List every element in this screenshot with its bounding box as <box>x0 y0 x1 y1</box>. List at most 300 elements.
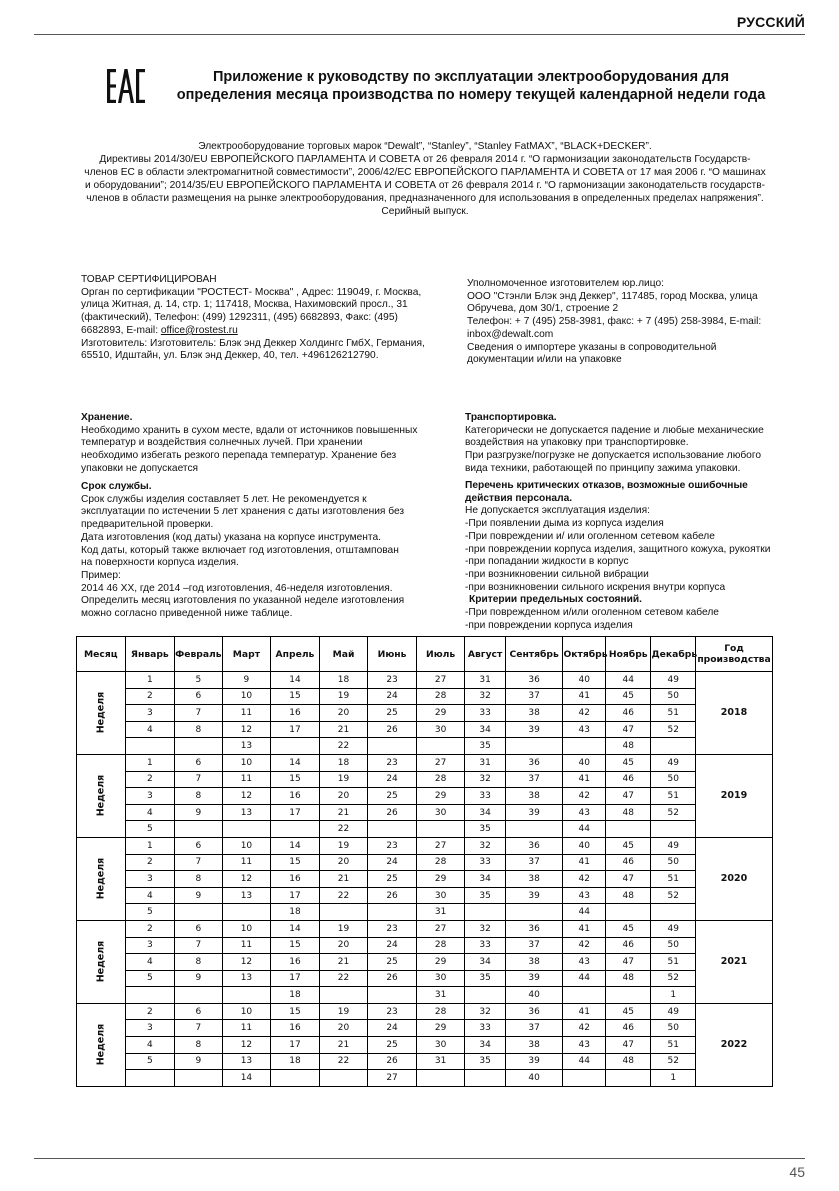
week-cell: 36 <box>505 920 563 937</box>
week-cell: 34 <box>465 871 505 888</box>
table-row <box>77 920 773 937</box>
week-cell: 6 <box>175 754 223 771</box>
week-cell: 9 <box>175 887 223 904</box>
week-cell <box>465 904 505 921</box>
header-month-name: Февраль <box>175 637 223 672</box>
week-cell: 36 <box>505 1003 563 1020</box>
week-cell <box>505 821 563 838</box>
week-cell: 24 <box>368 937 417 954</box>
table-row <box>77 672 773 689</box>
week-cell: 39 <box>505 804 563 821</box>
week-cell: 47 <box>605 954 651 971</box>
week-cell <box>605 904 651 921</box>
week-cell: 37 <box>505 688 563 705</box>
table-row <box>77 854 773 871</box>
week-cell <box>319 904 368 921</box>
week-cell: 7 <box>175 1020 223 1037</box>
storage-section: Хранение. Необходимо хранить в сухом месте, вдали от источников повышенных температур и воздействия солнечных лучей. При хранении необходимо избегать резкого перепада температур. Хранение без упаковки не допускается <box>81 412 418 474</box>
week-cell: 35 <box>465 887 505 904</box>
week-cell: 8 <box>175 954 223 971</box>
week-cell: 16 <box>271 705 320 722</box>
week-cell: 50 <box>651 1020 696 1037</box>
week-cell: 34 <box>465 1037 505 1054</box>
week-cell: 30 <box>416 804 465 821</box>
week-cell: 35 <box>465 738 505 755</box>
week-cell: 49 <box>651 920 696 937</box>
week-cell <box>368 738 417 755</box>
week-cell: 32 <box>465 771 505 788</box>
header-month-name: Июнь <box>368 637 417 672</box>
header-month-name: Октябрь <box>563 637 605 672</box>
week-cell: 12 <box>222 954 271 971</box>
week-cell: 21 <box>319 1037 368 1054</box>
week-cell: 48 <box>605 738 651 755</box>
week-cell: 13 <box>222 738 271 755</box>
table-row <box>77 1003 773 1020</box>
week-cell: 15 <box>271 937 320 954</box>
week-cell <box>416 1070 465 1087</box>
week-cell: 45 <box>605 688 651 705</box>
week-cell: 25 <box>368 871 417 888</box>
week-cell: 35 <box>465 821 505 838</box>
header-month-name: Январь <box>125 637 175 672</box>
week-cell: 9 <box>175 804 223 821</box>
week-cell: 14 <box>271 672 320 689</box>
week-cell: 30 <box>416 1037 465 1054</box>
week-cell: 11 <box>222 937 271 954</box>
week-cell: 44 <box>563 1053 605 1070</box>
week-cell: 44 <box>605 672 651 689</box>
week-cell: 49 <box>651 672 696 689</box>
week-cell <box>368 987 417 1004</box>
week-cell: 36 <box>505 754 563 771</box>
week-cell: 2 <box>125 920 175 937</box>
week-cell <box>605 987 651 1004</box>
week-cell: 50 <box>651 937 696 954</box>
week-cell: 6 <box>175 920 223 937</box>
week-cell: 26 <box>368 721 417 738</box>
week-cell: 50 <box>651 854 696 871</box>
week-cell: 1 <box>125 837 175 854</box>
week-cell: 28 <box>416 688 465 705</box>
week-cell: 47 <box>605 1037 651 1054</box>
table-row <box>77 954 773 971</box>
week-cell: 39 <box>505 887 563 904</box>
eac-logo-icon <box>106 66 146 106</box>
week-cell: 9 <box>175 970 223 987</box>
week-cell: 11 <box>222 705 271 722</box>
week-cell: 34 <box>465 721 505 738</box>
week-cell <box>563 1070 605 1087</box>
week-cell: 25 <box>368 705 417 722</box>
header-month-name: Сентябрь <box>505 637 563 672</box>
storage-heading: Хранение. <box>81 412 133 423</box>
limit-states-heading: Критерии предельных состояний. <box>469 594 643 606</box>
week-cell <box>222 904 271 921</box>
table-row <box>77 1070 773 1087</box>
week-cell: 13 <box>222 970 271 987</box>
week-cell: 3 <box>125 1020 175 1037</box>
week-cell: 41 <box>563 1003 605 1020</box>
week-cell: 27 <box>416 672 465 689</box>
week-cell: 1 <box>651 987 696 1004</box>
week-cell: 7 <box>175 705 223 722</box>
week-cell: 28 <box>416 854 465 871</box>
week-cell: 43 <box>563 954 605 971</box>
week-cell: 37 <box>505 1020 563 1037</box>
week-cell: 8 <box>175 788 223 805</box>
week-cell: 3 <box>125 788 175 805</box>
service-life-section: Срок службы. Срок службы изделия составляет 5 лет. Не рекомендуется к эксплуатации по истечении 5 лет хранения с даты изготовления без предварительной проверки. Дата изготовления (код даты) указана на корпусе инструмента. Код даты, который также включает год изготовления, отштампован на поверхности корпуса изделия. Пример: 2014 46 XX, где 2014 –год изготовления, 46-неделя изготовления. Определить месяц изготовления по указанной неделе изготовления можно согласно приведенной ниже таблице. <box>81 481 405 620</box>
week-cell: 28 <box>416 937 465 954</box>
week-cell: 9 <box>222 672 271 689</box>
week-cell: 23 <box>368 754 417 771</box>
week-cell: 37 <box>505 854 563 871</box>
week-cell: 52 <box>651 804 696 821</box>
table-row <box>77 887 773 904</box>
page-title: Приложение к руководству по эксплуатации электрооборудования для определения месяца производства по номеру текущей календарной недели года <box>176 69 766 103</box>
week-cell: 29 <box>416 871 465 888</box>
week-cell: 40 <box>563 754 605 771</box>
week-cell: 46 <box>605 771 651 788</box>
week-cell: 25 <box>368 954 417 971</box>
week-cell: 16 <box>271 1020 320 1037</box>
week-cell: 52 <box>651 721 696 738</box>
week-cell: 4 <box>125 887 175 904</box>
table-row <box>77 788 773 805</box>
week-cell: 23 <box>368 920 417 937</box>
header-year: Год производства <box>695 637 772 672</box>
week-cell: 18 <box>271 1053 320 1070</box>
week-cell: 52 <box>651 970 696 987</box>
week-cell <box>505 904 563 921</box>
week-cell: 46 <box>605 937 651 954</box>
week-cell: 26 <box>368 804 417 821</box>
week-cell: 28 <box>416 1003 465 1020</box>
week-cell: 32 <box>465 837 505 854</box>
week-cell <box>175 821 223 838</box>
week-cell: 32 <box>465 920 505 937</box>
week-cell: 31 <box>416 904 465 921</box>
week-cell <box>125 987 175 1004</box>
week-cell: 3 <box>125 937 175 954</box>
header-month-name: Апрель <box>271 637 320 672</box>
week-cell: 33 <box>465 937 505 954</box>
week-cell: 5 <box>125 821 175 838</box>
certification-email-link[interactable]: office@rostest.ru <box>160 324 238 336</box>
week-cell: 31 <box>416 1053 465 1070</box>
header-month-name: Май <box>319 637 368 672</box>
year-cell: 2019 <box>695 754 772 837</box>
week-cell: 29 <box>416 1020 465 1037</box>
week-cell: 33 <box>465 788 505 805</box>
week-cell: 19 <box>319 1003 368 1020</box>
week-cell: 40 <box>505 987 563 1004</box>
table-row <box>77 871 773 888</box>
week-cell: 43 <box>563 804 605 821</box>
week-cell <box>319 987 368 1004</box>
week-cell: 20 <box>319 1020 368 1037</box>
week-cell: 17 <box>271 970 320 987</box>
week-cell <box>271 1070 320 1087</box>
week-cell: 23 <box>368 837 417 854</box>
intro-paragraph: Электрооборудование торговых марок “Dewalt”, “Stanley”, “Stanley FatMAX”, “BLACK+DECKER”. Директивы 2014/30/EU ЕВРОПЕЙСКОГО ПАРЛАМЕНТА И СОВЕТА от 26 февраля 2014 г. “О гармонизации законодательств Государств- членов ЕС в области электромагнитной совместимости”, 2006/42/EC ЕВРОПЕЙСКОГО ПАРЛАМЕНТА И СОВЕТА от 17 мая 2006 г. “О машинах и оборудовании”; 2014/35/EU ЕВРОПЕЙСКОГО ПАРЛАМЕНТА И СОВЕТА от 26 февраля 2014 г. “О гармонизации законодательств государств- членов в области размещения на рынке электрооборудования, предназначенного для использования в определенных пределах напряжения”. Серийный выпуск. <box>84 141 766 217</box>
week-cell: 45 <box>605 754 651 771</box>
week-cell <box>175 987 223 1004</box>
week-cell: 51 <box>651 871 696 888</box>
week-cell: 24 <box>368 688 417 705</box>
week-cell: 41 <box>563 688 605 705</box>
week-cell: 13 <box>222 804 271 821</box>
week-cell: 30 <box>416 887 465 904</box>
week-cell: 14 <box>271 754 320 771</box>
week-cell: 33 <box>465 854 505 871</box>
week-cell: 47 <box>605 871 651 888</box>
week-cell: 12 <box>222 1037 271 1054</box>
header-month-name: Август <box>465 637 505 672</box>
week-cell: 7 <box>175 771 223 788</box>
week-cell <box>271 821 320 838</box>
top-divider <box>34 34 805 35</box>
week-cell: 23 <box>368 1003 417 1020</box>
week-cell: 32 <box>465 1003 505 1020</box>
week-cell: 20 <box>319 937 368 954</box>
week-cell: 38 <box>505 954 563 971</box>
week-cell: 45 <box>605 1003 651 1020</box>
week-cell: 4 <box>125 954 175 971</box>
week-cell: 43 <box>563 1037 605 1054</box>
week-cell: 28 <box>416 771 465 788</box>
week-cell: 2 <box>125 854 175 871</box>
week-cell: 47 <box>605 721 651 738</box>
week-cell: 37 <box>505 771 563 788</box>
week-cell: 43 <box>563 887 605 904</box>
table-row <box>77 904 773 921</box>
week-cell: 45 <box>605 837 651 854</box>
week-cell: 15 <box>271 771 320 788</box>
week-cell <box>271 738 320 755</box>
week-cell <box>368 821 417 838</box>
table-row <box>77 754 773 771</box>
week-cell <box>416 738 465 755</box>
year-cell: 2021 <box>695 920 772 1003</box>
week-cell <box>465 987 505 1004</box>
page-number: 45 <box>789 1164 805 1180</box>
week-cell: 21 <box>319 871 368 888</box>
week-cell: 15 <box>271 854 320 871</box>
table-row <box>77 771 773 788</box>
week-cell: 26 <box>368 1053 417 1070</box>
week-cell: 23 <box>368 672 417 689</box>
week-cell <box>416 821 465 838</box>
week-cell: 20 <box>319 854 368 871</box>
table-row <box>77 705 773 722</box>
week-cell: 14 <box>271 920 320 937</box>
year-cell: 2020 <box>695 837 772 920</box>
week-cell: 25 <box>368 788 417 805</box>
week-cell: 22 <box>319 1053 368 1070</box>
transport-section: Транспортировка. Категорически не допускается падение и любые механические воздействия на упаковку при транспортировке. При разгрузке/погрузке не допускается использование любого вида техники, работающей по принципу зажима упаковки. <box>465 412 764 474</box>
week-cell: 10 <box>222 920 271 937</box>
week-cell <box>651 821 696 838</box>
week-cell: 17 <box>271 887 320 904</box>
week-label: Неделя <box>77 754 126 837</box>
week-cell: 8 <box>175 1037 223 1054</box>
week-cell: 33 <box>465 705 505 722</box>
week-cell: 30 <box>416 721 465 738</box>
week-cell: 21 <box>319 954 368 971</box>
week-cell: 8 <box>175 871 223 888</box>
week-cell: 17 <box>271 804 320 821</box>
week-cell: 4 <box>125 804 175 821</box>
header-month: Месяц <box>77 637 126 672</box>
week-cell: 26 <box>368 970 417 987</box>
week-month-table <box>76 636 773 1087</box>
week-cell: 7 <box>175 937 223 954</box>
week-cell: 22 <box>319 887 368 904</box>
week-cell: 29 <box>416 705 465 722</box>
week-cell: 14 <box>222 1070 271 1087</box>
week-cell: 18 <box>271 904 320 921</box>
week-cell: 3 <box>125 705 175 722</box>
week-cell: 32 <box>465 688 505 705</box>
failures-heading: Перечень критических отказов, возможные ошибочные <box>465 480 748 491</box>
week-cell: 20 <box>319 705 368 722</box>
week-cell: 5 <box>125 1053 175 1070</box>
week-cell: 19 <box>319 920 368 937</box>
week-cell: 42 <box>563 871 605 888</box>
week-cell: 18 <box>271 987 320 1004</box>
header-month-name: Ноябрь <box>605 637 651 672</box>
week-cell: 24 <box>368 1020 417 1037</box>
week-cell: 44 <box>563 970 605 987</box>
week-cell: 39 <box>505 721 563 738</box>
week-cell: 5 <box>125 970 175 987</box>
week-cell: 33 <box>465 1020 505 1037</box>
week-cell: 46 <box>605 854 651 871</box>
week-cell: 46 <box>605 705 651 722</box>
week-cell: 15 <box>271 688 320 705</box>
service-life-heading: Срок службы. <box>81 481 152 492</box>
table-row <box>77 987 773 1004</box>
week-cell: 34 <box>465 804 505 821</box>
table-row <box>77 804 773 821</box>
week-cell: 24 <box>368 771 417 788</box>
week-cell: 22 <box>319 821 368 838</box>
week-cell: 11 <box>222 854 271 871</box>
week-cell: 48 <box>605 1053 651 1070</box>
week-cell: 14 <box>271 837 320 854</box>
week-cell: 38 <box>505 1037 563 1054</box>
week-cell: 40 <box>505 1070 563 1087</box>
week-label: Неделя <box>77 920 126 1003</box>
week-cell <box>125 738 175 755</box>
week-cell: 48 <box>605 804 651 821</box>
week-cell: 21 <box>319 804 368 821</box>
week-cell <box>222 821 271 838</box>
week-cell: 27 <box>368 1070 417 1087</box>
week-cell: 38 <box>505 788 563 805</box>
week-cell <box>175 738 223 755</box>
week-cell: 41 <box>563 854 605 871</box>
week-cell <box>319 1070 368 1087</box>
week-cell: 50 <box>651 688 696 705</box>
week-label: Неделя <box>77 672 126 755</box>
week-cell: 42 <box>563 705 605 722</box>
week-cell: 10 <box>222 754 271 771</box>
table-row <box>77 821 773 838</box>
week-cell: 6 <box>175 688 223 705</box>
week-cell <box>505 738 563 755</box>
week-cell: 25 <box>368 1037 417 1054</box>
week-cell: 46 <box>605 1020 651 1037</box>
week-cell: 6 <box>175 1003 223 1020</box>
week-cell: 48 <box>605 887 651 904</box>
week-cell: 31 <box>465 672 505 689</box>
week-cell: 2 <box>125 1003 175 1020</box>
header-month-name: Июль <box>416 637 465 672</box>
language-label: РУССКИЙ <box>736 14 805 30</box>
week-cell: 13 <box>222 887 271 904</box>
week-cell: 41 <box>563 771 605 788</box>
week-cell: 18 <box>319 672 368 689</box>
week-cell: 31 <box>416 987 465 1004</box>
week-cell: 36 <box>505 837 563 854</box>
week-cell: 19 <box>319 837 368 854</box>
bottom-divider <box>34 1158 805 1159</box>
table-row <box>77 721 773 738</box>
week-cell: 10 <box>222 688 271 705</box>
week-cell <box>368 904 417 921</box>
week-cell: 34 <box>465 954 505 971</box>
week-cell <box>605 821 651 838</box>
week-cell: 10 <box>222 837 271 854</box>
table-row <box>77 1037 773 1054</box>
week-cell: 38 <box>505 705 563 722</box>
week-cell <box>465 1070 505 1087</box>
week-cell: 19 <box>319 688 368 705</box>
week-cell: 11 <box>222 771 271 788</box>
header-month-name: Декабрь <box>651 637 696 672</box>
week-cell: 37 <box>505 937 563 954</box>
week-cell: 48 <box>605 970 651 987</box>
table-row <box>77 1020 773 1037</box>
week-cell: 6 <box>175 837 223 854</box>
week-cell: 3 <box>125 871 175 888</box>
year-cell: 2022 <box>695 1003 772 1086</box>
week-cell: 45 <box>605 920 651 937</box>
week-cell: 4 <box>125 721 175 738</box>
week-cell: 16 <box>271 788 320 805</box>
week-cell: 52 <box>651 1053 696 1070</box>
week-cell <box>605 1070 651 1087</box>
week-cell: 50 <box>651 771 696 788</box>
table-row <box>77 1053 773 1070</box>
week-cell: 16 <box>271 871 320 888</box>
week-cell: 42 <box>563 788 605 805</box>
week-cell: 21 <box>319 721 368 738</box>
week-cell: 27 <box>416 754 465 771</box>
week-cell: 12 <box>222 721 271 738</box>
week-cell: 47 <box>605 788 651 805</box>
week-cell: 40 <box>563 837 605 854</box>
transport-heading: Транспортировка. <box>465 412 557 423</box>
week-cell <box>651 904 696 921</box>
week-label: Неделя <box>77 1003 126 1086</box>
week-cell: 27 <box>416 920 465 937</box>
week-cell: 7 <box>175 854 223 871</box>
week-cell: 51 <box>651 788 696 805</box>
